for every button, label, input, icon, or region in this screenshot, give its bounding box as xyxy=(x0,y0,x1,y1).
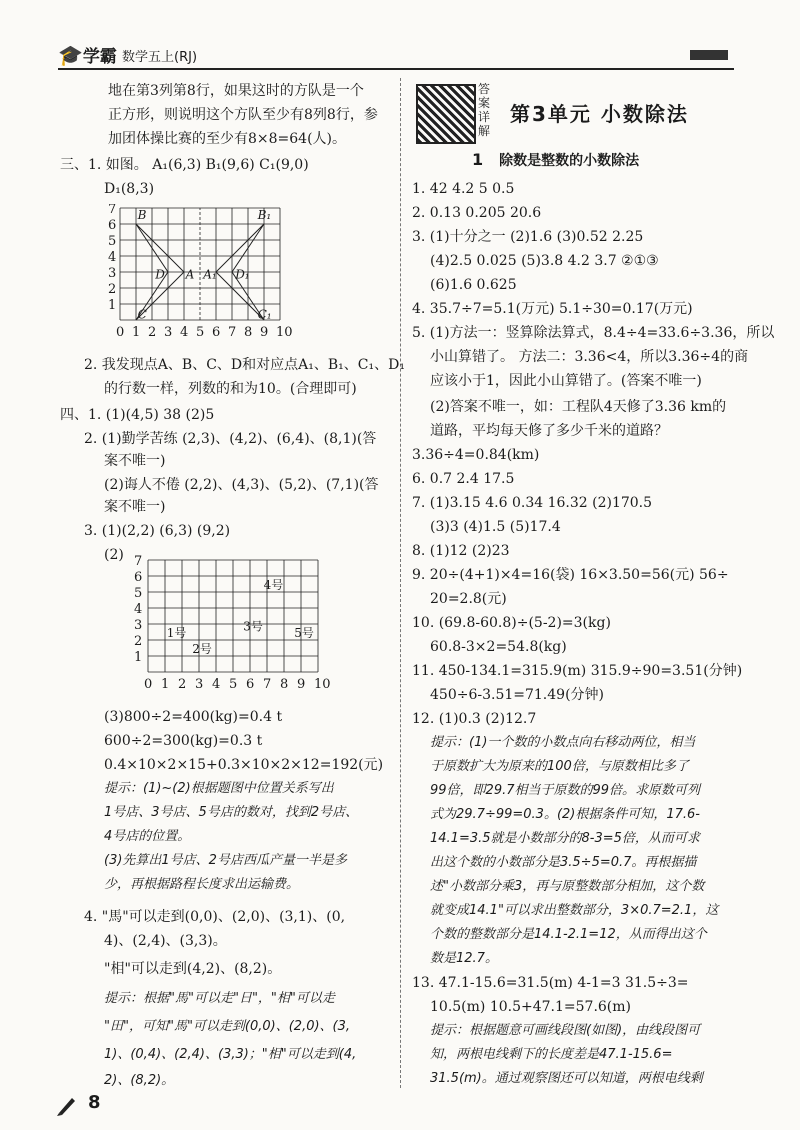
answer-line: 2. 0.13 0.205 20.6 xyxy=(412,205,542,221)
hint-line: "田"，可知"馬"可以走到(0,0)、(2,0)、(3, xyxy=(104,1019,351,1034)
answer-line: 1. 42 4.2 5 0.5 xyxy=(412,181,515,197)
x-tick-label: 1 xyxy=(132,325,141,340)
x-tick-label: 10 xyxy=(276,325,293,340)
point-label: A xyxy=(185,267,195,282)
answer-line: 四、1. (1)(4,5) 38 (2)5 xyxy=(60,407,215,423)
answer-line: 7. (1)3.15 4.6 0.34 16.32 (2)170.5 xyxy=(412,495,653,511)
store-label: 4号 xyxy=(263,577,284,592)
answer-line: 20=2.8(元) xyxy=(430,591,507,607)
answer-line: 12. (1)0.3 (2)12.7 xyxy=(412,711,537,727)
lesson-number: 1 xyxy=(472,150,484,169)
store-label: 5号 xyxy=(294,625,314,640)
answer-line: 13. 47.1-15.6=31.5(m) 4-1=3 31.5÷3= xyxy=(412,975,689,991)
answer-line: (6)1.6 0.625 xyxy=(430,277,517,293)
answer-line: 三、1. 如图。 A₁(6,3) B₁(9,6) C₁(9,0) xyxy=(60,157,309,173)
unit-title: 第3单元 小数除法 xyxy=(510,102,689,126)
answer-line: 案不唯一) xyxy=(104,453,166,469)
hint-line: 14.1=3.5就是小数部分的8-3=5倍，从而可求 xyxy=(430,831,700,846)
x-tick-label: 8 xyxy=(244,325,253,340)
y-tick-label: 4 xyxy=(134,602,143,617)
answer-line: 3. (1)(2,2) (6,3) (9,2) xyxy=(84,523,231,539)
coordinate-figure-2 xyxy=(120,552,340,700)
answer-line: 450÷6-3.51=71.49(分钟) xyxy=(430,687,604,703)
point-label: D xyxy=(155,267,165,282)
x-tick-label: 9 xyxy=(260,325,269,340)
y-tick-label: 7 xyxy=(134,554,143,569)
header-rule xyxy=(58,68,734,70)
x-tick-label: 5 xyxy=(229,677,238,692)
answer-line: 0.4×10×2×15+0.3×10×2×12=192(元) xyxy=(104,757,384,773)
answer-line: 8. (1)12 (2)23 xyxy=(412,543,510,559)
hint-line: (3)先算出1号店、2号店西瓜产量一半是多 xyxy=(104,853,347,868)
y-tick-label: 2 xyxy=(134,634,143,649)
lesson-name: 除数是整数的小数除法 xyxy=(499,153,640,169)
y-tick-label: 5 xyxy=(108,234,117,249)
hint-line: 提示：根据题意可画线段图(如图)，由线段图可 xyxy=(430,1023,701,1038)
graduation-cap-icon: 🎓 xyxy=(58,43,83,67)
answer-line: (2)答案不唯一，如：工程队4天修了3.36 km的 xyxy=(430,399,727,415)
x-tick-label: 2 xyxy=(178,677,187,692)
y-tick-label: 2 xyxy=(108,282,117,297)
x-tick-label: 5 xyxy=(196,325,205,340)
answer-line: 正方形，则说明这个方队至少有8列8行，参 xyxy=(108,107,378,123)
y-tick-label: 4 xyxy=(108,250,117,265)
answer-line: (3)800÷2=400(kg)=0.4 t xyxy=(104,709,283,725)
answer-line: 案不唯一) xyxy=(104,499,166,515)
qr-code[interactable] xyxy=(416,84,476,144)
hint-line: 就变成14.1"可以求出整数部分，3×0.7=2.1，这 xyxy=(430,903,719,918)
answer-line: 3.36÷4=0.84(km) xyxy=(412,447,540,463)
point-label: D₁ xyxy=(235,267,250,282)
answer-line: (2) xyxy=(104,547,124,563)
hint-line: 少，再根据路程长度求出运输费。 xyxy=(104,877,300,892)
answer-line: 道路，平均每天修了多少千米的道路？ xyxy=(430,423,668,439)
point-label: A₁ xyxy=(203,267,217,282)
x-tick-label: 7 xyxy=(228,325,237,340)
answer-line: 60.8-3×2=54.8(kg) xyxy=(430,639,567,655)
store-label: 2号 xyxy=(192,641,212,656)
hint-line: 提示：根据"馬"可以走"日"，"相"可以走 xyxy=(104,991,335,1006)
store-label: 3号 xyxy=(243,619,263,634)
point-label: C₁ xyxy=(257,307,272,322)
answer-line: (4)2.5 0.025 (5)3.8 4.2 3.7 ②①③ xyxy=(430,253,659,269)
answer-line: 小山算错了。 方法二：3.36<4，所以3.36÷4的商 xyxy=(430,349,749,365)
answer-line: 4)、(2,4)、(3,3)。 xyxy=(104,933,227,949)
point-label: B₁ xyxy=(257,208,272,223)
answer-line: 加团体操比赛的至少有8×8=64(人)。 xyxy=(108,131,347,147)
hint-line: 数是12.7。 xyxy=(430,951,498,966)
y-tick-label: 6 xyxy=(108,218,117,233)
answer-line: 地在第3列第8行，如果这时的方队是一个 xyxy=(108,83,364,99)
answer-line: (3)3 (4)1.5 (5)17.4 xyxy=(430,519,561,535)
y-tick-label: 1 xyxy=(134,650,143,665)
hint-line: 于原数扩大为原来的100倍，与原数相比多了 xyxy=(430,759,689,774)
hint-line: 个数的整数部分是14.1-2.1=12，从而得出这个 xyxy=(430,927,707,942)
book-series: 数学五上(RJ) xyxy=(122,50,198,65)
x-tick-label: 2 xyxy=(148,325,157,340)
header-badge xyxy=(690,50,728,60)
y-tick-label: 3 xyxy=(108,266,117,281)
answer-line: 10.5(m) 10.5+47.1=57.6(m) xyxy=(430,999,631,1015)
x-tick-label: 10 xyxy=(314,677,331,692)
x-tick-label: 9 xyxy=(297,677,306,692)
hint-line: 1号店、3号店、5号店的数对，找到2号店、 xyxy=(104,805,359,820)
store-label: 1号 xyxy=(166,625,187,640)
answer-line: 2. 我发现点A、B、C、D和对应点A₁、B₁、C₁、D₁ xyxy=(84,357,405,373)
column-divider xyxy=(400,78,401,1088)
answer-line: 的行数一样，列数的和为10。(合理即可) xyxy=(104,381,357,397)
x-tick-label: 6 xyxy=(212,325,221,340)
x-tick-label: 0 xyxy=(144,677,153,692)
qr-label: 答案详解 xyxy=(478,82,491,138)
answer-line: 9. 20÷(4+1)×4=16(袋) 16×3.50=56(元) 56÷ xyxy=(412,567,729,583)
answer-line: 2. (1)勤学苦练 (2,3)、(4,2)、(6,4)、(8,1)(答 xyxy=(84,431,377,447)
pencil-icon xyxy=(56,1094,76,1116)
point-label: B xyxy=(137,208,147,223)
page-number: 8 xyxy=(88,1092,101,1113)
hint-line: 31.5(m)。通过观察图还可以知道，两根电线剩 xyxy=(430,1071,703,1086)
y-tick-label: 5 xyxy=(134,586,143,601)
hint-line: 出这个数的小数部分是3.5÷5=0.7。再根据描 xyxy=(430,855,697,870)
hint-line: 提示：(1)一个数的小数点向右移动两位，相当 xyxy=(430,735,696,750)
y-tick-label: 3 xyxy=(134,618,143,633)
x-tick-label: 8 xyxy=(280,677,289,692)
x-tick-label: 3 xyxy=(195,677,204,692)
hint-line: 2)、(8,2)。 xyxy=(104,1073,175,1088)
hint-line: 1)、(0,4)、(2,4)、(3,3)；"相"可以走到(4, xyxy=(104,1047,357,1062)
page-header xyxy=(58,40,728,70)
x-tick-label: 3 xyxy=(164,325,173,340)
answer-line: 5. (1)方法一：竖算除法算式，8.4÷4=33.6÷3.36，所以 xyxy=(412,325,775,341)
answer-line: 6. 0.7 2.4 17.5 xyxy=(412,471,515,487)
answer-line: (2)诲人不倦 (2,2)、(4,3)、(5,2)、(7,1)(答 xyxy=(104,477,379,493)
answer-line: 4. 35.7÷7=5.1(万元) 5.1÷30=0.17(万元) xyxy=(412,301,693,317)
hint-line: 式为29.7÷99=0.3。(2)根据条件可知，17.6- xyxy=(430,807,700,822)
x-tick-label: 4 xyxy=(212,677,221,692)
x-tick-label: 7 xyxy=(263,677,272,692)
point-label: C xyxy=(137,307,147,322)
brand-logo xyxy=(58,42,117,67)
y-tick-label: 7 xyxy=(108,204,117,217)
y-tick-label: 1 xyxy=(108,298,117,313)
coordinate-figure-1 xyxy=(96,204,296,354)
hint-line: 4号店的位置。 xyxy=(104,829,191,844)
answer-line: 10. (69.8-60.8)÷(5-2)=3(kg) xyxy=(412,615,611,631)
hint-line: 99倍，即29.7相当于原数的99倍。求原数可列 xyxy=(430,783,701,798)
x-tick-label: 6 xyxy=(246,677,255,692)
x-tick-label: 4 xyxy=(180,325,189,340)
answer-line: "相"可以走到(4,2)、(8,2)。 xyxy=(104,961,282,977)
answer-line: 应该小于1，因此小山算错了。(答案不唯一) xyxy=(430,373,702,389)
answer-line: 4. "馬"可以走到(0,0)、(2,0)、(3,1)、(0, xyxy=(84,909,346,925)
x-tick-label: 1 xyxy=(161,677,170,692)
answer-line: 600÷2=300(kg)=0.3 t xyxy=(104,733,263,749)
answer-line: D₁(8,3) xyxy=(104,181,155,197)
answer-line: 3. (1)十分之一 (2)1.6 (3)0.52 2.25 xyxy=(412,229,644,245)
lesson-title xyxy=(472,150,639,170)
y-tick-label: 6 xyxy=(134,570,143,585)
hint-line: 提示：(1)~(2)根据题图中位置关系写出 xyxy=(104,781,334,796)
x-tick-label: 0 xyxy=(116,325,125,340)
answer-line: 11. 450-134.1=315.9(m) 315.9÷90=3.51(分钟) xyxy=(412,663,743,679)
hint-line: 述"小数部分乘3，再与原整数部分相加，这个数 xyxy=(430,879,705,894)
hint-line: 知，两根电线剩下的长度差是47.1-15.6= xyxy=(430,1047,673,1062)
brand-name: 学霸 xyxy=(82,47,117,67)
